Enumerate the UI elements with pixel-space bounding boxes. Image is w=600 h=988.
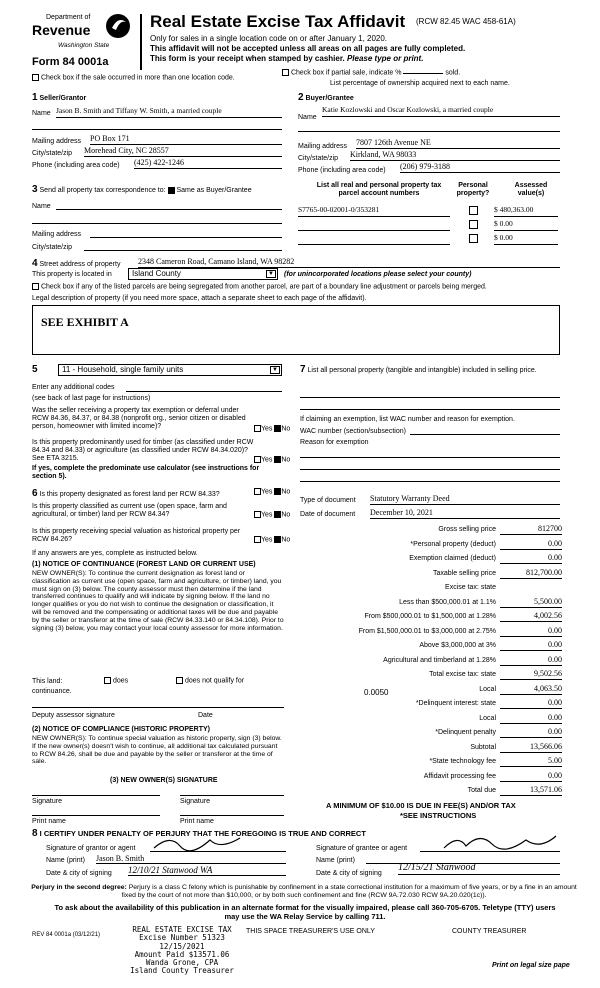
- header-divider: [140, 14, 142, 70]
- owner-print-line-1[interactable]: [32, 808, 160, 816]
- logo-swirl-icon: [104, 12, 132, 40]
- tax-row-value[interactable]: 812700: [500, 524, 562, 535]
- treasurer-use-label: THIS SPACE TREASURER'S USE ONLY: [246, 928, 375, 935]
- timber-note: If yes, complete the predominate use calculator (see instructions for section 5).: [32, 465, 260, 481]
- seller-phone-field[interactable]: (425) 422-1246: [134, 158, 282, 169]
- forest-yes-no[interactable]: Yes No: [254, 488, 290, 496]
- timber-yes-no[interactable]: Yes No: [254, 456, 290, 464]
- grantor-signature-image: [150, 832, 260, 854]
- tax-row-value[interactable]: 5.00: [500, 756, 562, 767]
- grantee-name-label: Name (print): [316, 857, 355, 864]
- legal-desc-box[interactable]: [32, 305, 560, 355]
- header-line2: This affidavit will not be accepted unless all areas on all pages are fully completed.: [150, 44, 466, 53]
- doc-type-label: Type of document: [300, 497, 356, 504]
- buyer-line-2: [298, 126, 560, 132]
- sec7-line-1[interactable]: [300, 392, 560, 398]
- header-line3: This form is your receipt when stamped by cashier. Please type or print.: [150, 54, 424, 63]
- assessed-value-2[interactable]: $ 0.00: [494, 220, 558, 231]
- tax-row-value[interactable]: 4,063.50: [500, 684, 562, 695]
- form-rcw: (RCW 82.45 WAC 458-61A): [416, 17, 516, 26]
- buyer-phone-label: Phone (including area code): [298, 167, 386, 174]
- personal-header: Personal property?: [456, 182, 490, 198]
- tax-row-value[interactable]: 13,571.06: [500, 785, 562, 796]
- wac-number-field[interactable]: [410, 427, 560, 435]
- grantee-sig-label: Signature of grantee or agent: [316, 845, 408, 852]
- does-check[interactable]: does: [104, 677, 128, 685]
- same-as-buyer-checkbox[interactable]: [168, 187, 175, 194]
- buyer-phone-field[interactable]: (206) 979-3188: [400, 162, 560, 173]
- tax-row-label: Less than $500,000.01 at 1.1%: [399, 598, 496, 606]
- tax-row-value[interactable]: 0.00: [500, 655, 562, 666]
- seller-name-label: Name: [32, 110, 51, 117]
- personal-checkbox-2[interactable]: [469, 220, 478, 229]
- tax-row-label: Subtotal: [470, 743, 496, 751]
- historic-question: Is this property receiving special valuation as historical property per RCW 84.26?: [32, 528, 241, 544]
- sec5-number: 5: [32, 364, 38, 375]
- doc-date-label: Date of document: [300, 511, 356, 518]
- dor-logo: [30, 12, 140, 56]
- personal-checkbox-1[interactable]: [469, 206, 478, 215]
- stamp-line: Amount Paid $13571.06: [134, 949, 230, 959]
- tax-row-label: Taxable selling price: [432, 569, 496, 577]
- notice2-body: NEW OWNER(S): To continue special valuation as historic property, sign (3) below. If the new owner(s) doesn't wish to continue, all additional tax calculated pursuant to RCW 84.26, shall be due and payable by the seller or transferor at the time of sale.: [32, 735, 282, 766]
- grantor-date-label: Date & city of signing: [46, 870, 112, 877]
- parcel-number-3[interactable]: [298, 234, 450, 245]
- reason-line-1[interactable]: [300, 452, 560, 458]
- tax-row-label: From $500,000.01 to $1,500,000 at 1.28%: [364, 613, 496, 620]
- buyer-mailing-field[interactable]: 7807 126th Avenue NE: [356, 138, 560, 149]
- personal-checkbox-3[interactable]: [469, 234, 478, 243]
- owner-print-line-2[interactable]: [180, 808, 284, 816]
- revenue-text: Revenue: [32, 22, 91, 38]
- see-instructions-label: (see back of last page for instructions): [32, 395, 151, 402]
- tax-row-label: *Delinquent interest: state: [415, 700, 496, 707]
- certify-statement: 8 I CERTIFY UNDER PENALTY OF PERJURY THAT THE FOREGOING IS TRUE AND CORRECT: [32, 828, 366, 839]
- buyer-name-field[interactable]: Katie Kozlowski and Oscar Kozlowski, a married couple: [322, 106, 560, 117]
- owner-print-label-1: Print name: [32, 818, 66, 825]
- reason-label: Reason for exemption: [300, 439, 369, 446]
- grantor-name-field[interactable]: Jason B. Smith: [96, 854, 286, 864]
- grantor-name-label: Name (print): [46, 857, 85, 864]
- seller-name-field[interactable]: Jason B. Smith and Tiffany W. Smith, a married couple: [56, 107, 282, 118]
- legal-desc-label: Legal description of property (if you need more space, attach a separate sheet to each page of the affidavit).: [32, 295, 367, 302]
- header-line1: Only for sales in a single location code on or after January 1, 2020.: [150, 34, 388, 43]
- current-use-yes-no[interactable]: Yes No: [254, 511, 290, 519]
- stamp-line: Wanda Grone, CPA: [145, 958, 219, 967]
- additional-codes-field[interactable]: [126, 384, 282, 392]
- segregate-check[interactable]: [32, 283, 487, 291]
- deputy-sig-line[interactable]: [32, 700, 284, 708]
- tax-row-value[interactable]: 0.00: [500, 771, 562, 782]
- seller-heading: 1 Seller/Grantor: [32, 92, 87, 103]
- state-text: Washington State: [58, 42, 110, 49]
- tax-row-label: Total due: [467, 787, 496, 794]
- tax-row-value[interactable]: 0.00: [500, 727, 562, 738]
- historic-yes-no[interactable]: Yes No: [254, 536, 290, 544]
- grantee-date-label: Date & city of signing: [316, 870, 382, 877]
- additional-codes-label: Enter any additional codes: [32, 384, 115, 391]
- legal-desc-text: SEE EXHIBIT A: [41, 315, 129, 329]
- doc-date-field[interactable]: December 10, 2021: [370, 508, 560, 519]
- deputy-date-label: Date: [198, 712, 213, 719]
- owner-sig-line-1[interactable]: [32, 788, 160, 796]
- tax-row-value[interactable]: 5,500.00: [500, 597, 562, 608]
- sec3-city-label: City/state/zip: [32, 244, 73, 251]
- county-select[interactable]: Island County ▼: [128, 268, 278, 280]
- tax-row-label: Above $3,000,000 at 3%: [419, 642, 496, 649]
- tax-row-label: Local: [479, 714, 496, 722]
- tax-row-label: Agricultural and timberland at 1.28%: [383, 656, 496, 664]
- tax-row-label: *Personal property (deduct): [410, 540, 496, 548]
- owner-sig-line-2[interactable]: [180, 788, 284, 796]
- notice3-heading: (3) NEW OWNER(S) SIGNATURE: [110, 777, 218, 784]
- tax-row-value[interactable]: 812,700.00: [500, 568, 562, 579]
- sec3-city-field[interactable]: [84, 243, 282, 251]
- owner-sig-label-2: Signature: [180, 798, 210, 805]
- tax-row-label: From $1,500,000.01 to $3,000,000 at 2.75%: [358, 627, 496, 635]
- perjury-notice: Perjury in the second degree: Perjury is a class C felony which is punishable by confinement in a state correctional institution for a maximum of five years, or by a fine in an amount fixed by the court of not more than $10,000, or by both such confinement and fine (RCW 9A.72.030 RCW 9A.20.020(1c)).: [31, 884, 577, 899]
- tax-row-label: Local: [479, 685, 496, 693]
- dept-of-text: Department of: [46, 14, 91, 21]
- buyer-mailing-label: Mailing address: [298, 143, 348, 150]
- buyer-heading: 2 Buyer/Grantee: [298, 92, 354, 103]
- wac-number-label: WAC number (section/subsection): [300, 428, 406, 435]
- stamp-line: Excise Number 51323: [139, 933, 225, 943]
- ownership-note: List percentage of ownership acquired next to each name.: [330, 80, 510, 87]
- deputy-sig-label: Deputy assessor signature: [32, 712, 115, 719]
- tax-row-label: Gross selling price: [438, 526, 496, 533]
- buyer-city-field[interactable]: Kirkland, WA 98033: [350, 150, 560, 161]
- tax-row-label: Excise tax: state: [445, 584, 496, 591]
- sold-label: sold.: [445, 69, 461, 77]
- reason-line-2[interactable]: [300, 464, 560, 470]
- property-street-field[interactable]: 2348 Cameron Road, Camano Island, WA 98282: [138, 257, 560, 268]
- notice2-heading: (2) NOTICE OF COMPLIANCE (HISTORIC PROPERTY): [32, 726, 210, 733]
- sec3-mailing-field[interactable]: [90, 230, 282, 238]
- stamp-line: 12/15/2021: [159, 941, 205, 951]
- forest-question: 6 Is this property designated as forest land per RCW 84.33?: [32, 488, 220, 499]
- grantee-date-field[interactable]: 12/15/21 Stanwood: [398, 862, 560, 875]
- tax-row-label: *Delinquent penalty: [435, 729, 496, 736]
- tax-row-label: Affidavit processing fee: [423, 772, 496, 780]
- tax-row-value[interactable]: 0.00: [500, 713, 562, 724]
- seller-mailing-field[interactable]: PO Box 171: [90, 134, 282, 145]
- multi-location-label: Check box if the sale occurred in more than one location code.: [40, 74, 235, 82]
- tax-row-value[interactable]: 9,502.56: [500, 669, 562, 680]
- tax-row-label: Exemption claimed (deduct): [409, 555, 496, 562]
- tax-row-value[interactable]: 13,566.06: [500, 742, 562, 753]
- tax-row-value[interactable]: 4,002.56: [500, 611, 562, 622]
- sec4-street: 4 Street address of property: [32, 258, 121, 269]
- timber-question: Is this property predominantly used for timber (as classified under RCW 84.34 and 84.33) or agriculture (as classified under RCW 84.34.020)? See ETA 3215.: [32, 439, 254, 463]
- stamp-line: Island County Treasurer: [130, 966, 234, 976]
- this-land-label: This land:: [32, 678, 63, 685]
- segregate-label: Check box if any of the listed parcels are being segregated from another parcel, are part of a boundary line adjustment or parcels being merged.: [40, 283, 487, 291]
- assessed-value-3[interactable]: $ 0.00: [494, 234, 558, 245]
- grantor-sig-label: Signature of grantor or agent: [46, 845, 136, 852]
- accessibility-notice: To ask about the availability of this publication in an alternate format for the visually impaired, please call 360-705-6705. Teletype (TTY) users may use the WA Relay Service by calling 711.: [54, 903, 556, 921]
- sec3-name-label: Name: [32, 203, 51, 210]
- sec7-heading: 7 List all personal property (tangible and intangible) included in selling price.: [300, 364, 537, 375]
- tax-row-value[interactable]: 0.00: [500, 553, 562, 564]
- seller-mailing-label: Mailing address: [32, 138, 82, 145]
- form-title: Real Estate Excise Tax Affidavit: [150, 12, 406, 31]
- does-not-check[interactable]: does not qualify for: [176, 677, 244, 685]
- exemption-question: Was the seller receiving a property tax exemption or deferral under RCW 84.36, 84.37, or 84.38 (nonprofit org., senior citizen or disabled person, homeowner with limited income)?: [32, 407, 246, 431]
- seller-city-field[interactable]: Morehead City, NC 28557: [84, 146, 282, 157]
- reason-line-3[interactable]: [300, 476, 560, 482]
- continuance-label: continuance.: [32, 688, 72, 695]
- rev-number: REV 84 0001a (03/12/21): [32, 932, 101, 938]
- tax-row-label: *State technology fee: [429, 758, 496, 765]
- parcel-header: List all real and personal property tax parcel account numbers: [316, 182, 442, 198]
- seller-line-2: [32, 124, 282, 130]
- see-instructions-note: *SEE INSTRUCTIONS: [400, 811, 477, 820]
- treasurer-stamp: [126, 926, 238, 976]
- sec3-heading: 3 Send all property tax correspondence to: Same as Buyer/Grantee: [32, 184, 252, 195]
- sec3-line-2: [32, 216, 282, 224]
- buyer-name-label: Name: [298, 114, 317, 121]
- land-use-select[interactable]: 11 - Household, single family units ▼: [58, 364, 282, 376]
- owner-sig-label-1: Signature: [32, 798, 62, 805]
- parcel-number-2[interactable]: [298, 220, 450, 231]
- county-treasurer-label: COUNTY TREASURER: [452, 928, 527, 935]
- located-in-label: This property is located in: [32, 271, 112, 278]
- local-rate-value: 0.0050: [364, 688, 389, 697]
- stamp-line: REAL ESTATE EXCISE TAX: [132, 925, 232, 934]
- notice1-body: NEW OWNER(S): To continue the current designation as forest land or classification as current use (open space, farm and agriculture, or timber) land, you must sign on (3) below. The county assessor must then determine if the land transferred continues to qualify and will indicate by signing below. If the land no longer qualifies or you do not wish to continue the designation or classification, it will be removed and the compensating or additional taxes will be due and payable by the seller or transferor at the time of sale (RCW 84.33.140 or 84.34.108). Prior to signing (3) below, you may contact your local county assessor for more information.: [32, 570, 284, 632]
- grantor-date-field[interactable]: 12/10/21 Stanwood WA: [128, 865, 286, 876]
- sec7-line-2[interactable]: [300, 404, 560, 410]
- owner-print-label-2: Print name: [180, 818, 214, 825]
- partial-sale-label: Check box if partial sale, indicate %: [290, 69, 402, 77]
- multi-location-check[interactable]: [32, 74, 235, 82]
- notice1-heading: (1) NOTICE OF CONTINUANCE (FOREST LAND OR CURRENT USE): [32, 561, 256, 568]
- doc-type-field[interactable]: Statutory Warranty Deed: [370, 494, 560, 505]
- chevron-down-icon[interactable]: ▼: [266, 270, 276, 278]
- partial-sale-check[interactable]: [282, 69, 460, 77]
- tax-row-label: Total excise tax: state: [429, 671, 496, 678]
- tax-row-value[interactable]: 0.00: [500, 698, 562, 709]
- answers-note: If any answers are yes, complete as instructed below.: [32, 550, 198, 557]
- assessed-value-1[interactable]: $ 480,363.00: [494, 206, 558, 217]
- seller-city-label: City/state/zip: [32, 150, 73, 157]
- legal-size-note: Print on legal size pape: [492, 962, 570, 969]
- minimum-due-note: A MINIMUM OF $10.00 IS DUE IN FEE(S) AND/OR TAX: [326, 801, 516, 810]
- grantee-signature-image: [440, 830, 560, 854]
- parcel-number-1[interactable]: S7765-00-02001-0/353281: [298, 206, 450, 217]
- sec3-name-field[interactable]: [56, 202, 282, 210]
- seller-phone-label: Phone (including area code): [32, 162, 120, 169]
- tax-row-value[interactable]: 0.00: [500, 539, 562, 550]
- exemption-wac-label: If claiming an exemption, list WAC number and reason for exemption.: [300, 416, 515, 423]
- county-note: (for unincorporated locations please select your county): [284, 271, 472, 278]
- sec3-mailing-label: Mailing address: [32, 231, 82, 238]
- buyer-city-label: City/state/zip: [298, 155, 339, 162]
- assessed-header: Assessed value(s): [514, 182, 548, 198]
- tax-row-value[interactable]: 0.00: [500, 626, 562, 637]
- chevron-down-icon[interactable]: ▼: [270, 366, 280, 374]
- current-use-question: Is this property classified as current use (open space, farm and agricultural, or timber) land per RCW 84.34?: [32, 503, 227, 519]
- tax-row-value[interactable]: 0.00: [500, 640, 562, 651]
- exemption-yes-no[interactable]: Yes No: [254, 425, 290, 433]
- form-number: Form 84 0001a: [32, 56, 109, 68]
